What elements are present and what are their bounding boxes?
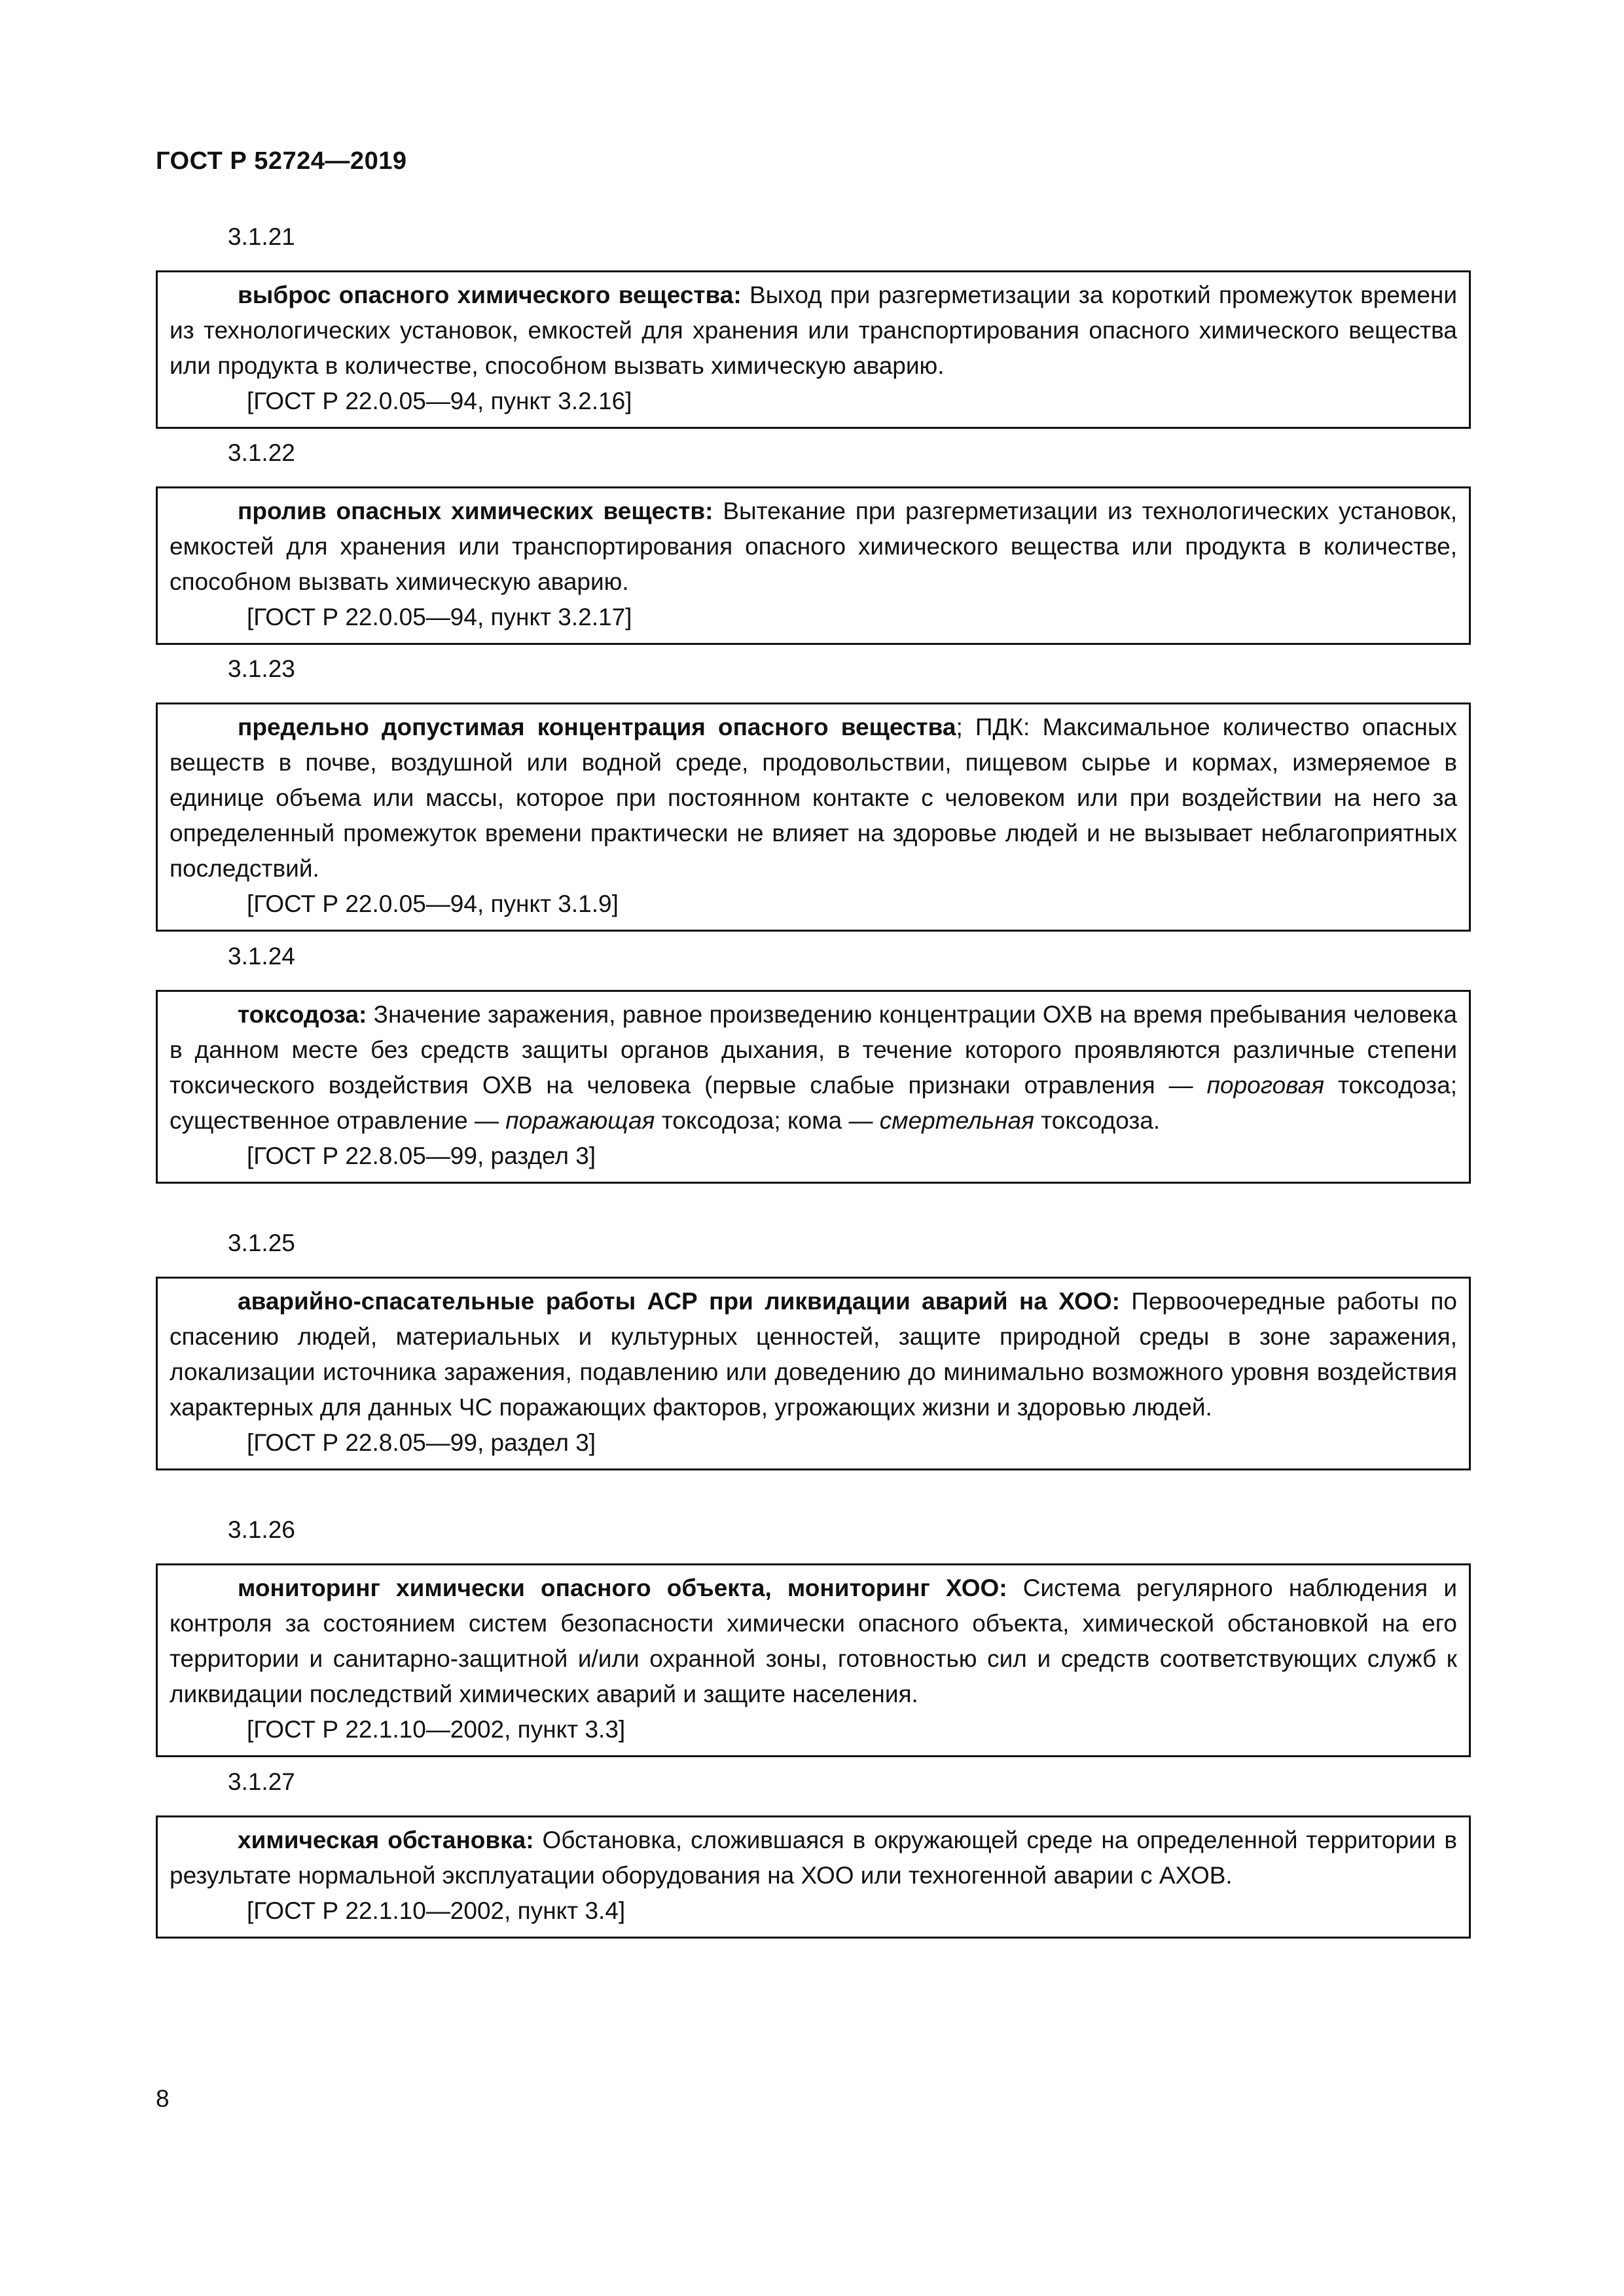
- definition-body: Вытекание при разгерметизации из технологических установок, емкостей для хранения или транспортирования опасного химического вещества или продукта в количестве, способном вызвать химическую аварию.: [170, 498, 1457, 595]
- source-reference: [ГОСТ Р 22.8.05—99, раздел 3]: [247, 1142, 596, 1169]
- term-number: 3.1.27: [228, 1768, 295, 1795]
- definition-body: токсодоза; существенное отравление —: [170, 1072, 1458, 1134]
- term-name: химическая обстановка:: [238, 1827, 534, 1853]
- definition-text: [170, 1823, 1457, 1893]
- document-header: ГОСТ Р 52724—2019: [156, 147, 407, 175]
- definition-body: Первоочередные работы по спасению людей, материальных и культурных ценностей, защите природной среды в зоне заражения, локализации источника заражения, подавлению или доведению до минимально возможного уровня воздействия характерных для данных ЧС поражающих факторов, угрожающих жизни и здоровью людей.: [170, 1288, 1457, 1421]
- term-number: 3.1.22: [228, 439, 295, 466]
- term-number: 3.1.26: [228, 1516, 295, 1543]
- definition-emphasis: пороговая: [1206, 1072, 1325, 1099]
- term-name: аварийно-спасательные работы АСР при ликвидации аварий на ХОО:: [238, 1288, 1120, 1315]
- definition-text: [170, 1284, 1457, 1425]
- term-name: выброс опасного химического вещества:: [238, 282, 742, 308]
- page-number: 8: [156, 2085, 170, 2112]
- term-definition-box: [156, 1277, 1471, 1470]
- term-name: токсодоза:: [238, 1001, 367, 1028]
- definition-body: токсодоза; кома —: [655, 1107, 880, 1134]
- definition-body: Обстановка, сложившаяся в окружающей среде на определенной территории в результате нормальной эксплуатации оборудования на ХОО или техногенной аварии с АХОВ.: [170, 1827, 1457, 1889]
- source-reference: [ГОСТ Р 22.0.05—94, пункт 3.2.16]: [247, 388, 632, 414]
- definition-body: Выход при разгерметизации за короткий промежуток времени из технологических установок, емкостей для хранения или транспортирования опасного химического вещества или продукта в количестве, способном вызвать химическую аварию.: [170, 282, 1457, 379]
- source-reference: [ГОСТ Р 22.0.05—94, пункт 3.2.17]: [247, 604, 632, 630]
- definition-body: токсодоза.: [1034, 1107, 1161, 1134]
- term-definition-box: [156, 702, 1471, 932]
- term-number: 3.1.25: [228, 1230, 295, 1256]
- definition-body: Значение заражения, равное произведению концентрации ОХВ на время пребывания человека в данном месте без средств защиты органов дыхания, в течение которого проявляются различные степени токсического воздействия ОХВ на человека (первые слабые признаки отравления —: [170, 1001, 1457, 1099]
- term-number: 3.1.24: [228, 943, 295, 970]
- definition-text: [170, 1571, 1457, 1712]
- term-number: 3.1.23: [228, 655, 295, 682]
- source-reference: [ГОСТ Р 22.1.10—2002, пункт 3.3]: [247, 1716, 626, 1743]
- term-name: предельно допустимая концентрация опасного вещества: [238, 714, 956, 740]
- term-definition-box: [156, 270, 1471, 429]
- definition-emphasis: поражающая: [505, 1107, 655, 1134]
- definition-text: [170, 494, 1457, 600]
- term-definition-box: [156, 1815, 1471, 1939]
- definition-text: [170, 710, 1457, 886]
- term-name: пролив опасных химических веществ:: [238, 498, 713, 524]
- definition-body: Система регулярного наблюдения и контроля за состоянием систем безопасности химически опасного объекта, химической обстановкой на его территории и санитарно-защитной и/или охранной зоны, готовностью сил и средств соответствующих служб к ликвидации последствий химических аварий и защите населения.: [170, 1575, 1457, 1707]
- term-number: 3.1.21: [228, 223, 295, 250]
- definition-emphasis: смертельная: [879, 1107, 1034, 1134]
- source-reference: [ГОСТ Р 22.8.05—99, раздел 3]: [247, 1429, 596, 1456]
- term-name: мониторинг химически опасного объекта, мониторинг ХОО:: [238, 1575, 1007, 1601]
- source-reference: [ГОСТ Р 22.1.10—2002, пункт 3.4]: [247, 1897, 626, 1924]
- term-definition-box: [156, 990, 1471, 1184]
- definition-body: ; ПДК: Максимальное количество опасных веществ в почве, воздушной или водной среде, продовольствии, пищевом сырье и кормах, измеряемое в единице объема или массы, которое при постоянном контакте с человеком или при воздействии на него за определенный промежуток времени практически не влияет на здоровье людей и не вызывает неблагоприятных последствий.: [170, 714, 1457, 882]
- definition-text: [170, 997, 1457, 1139]
- term-definition-box: [156, 486, 1471, 645]
- term-definition-box: [156, 1563, 1471, 1757]
- source-reference: [ГОСТ Р 22.0.05—94, пункт 3.1.9]: [247, 890, 619, 917]
- definition-text: [170, 278, 1457, 384]
